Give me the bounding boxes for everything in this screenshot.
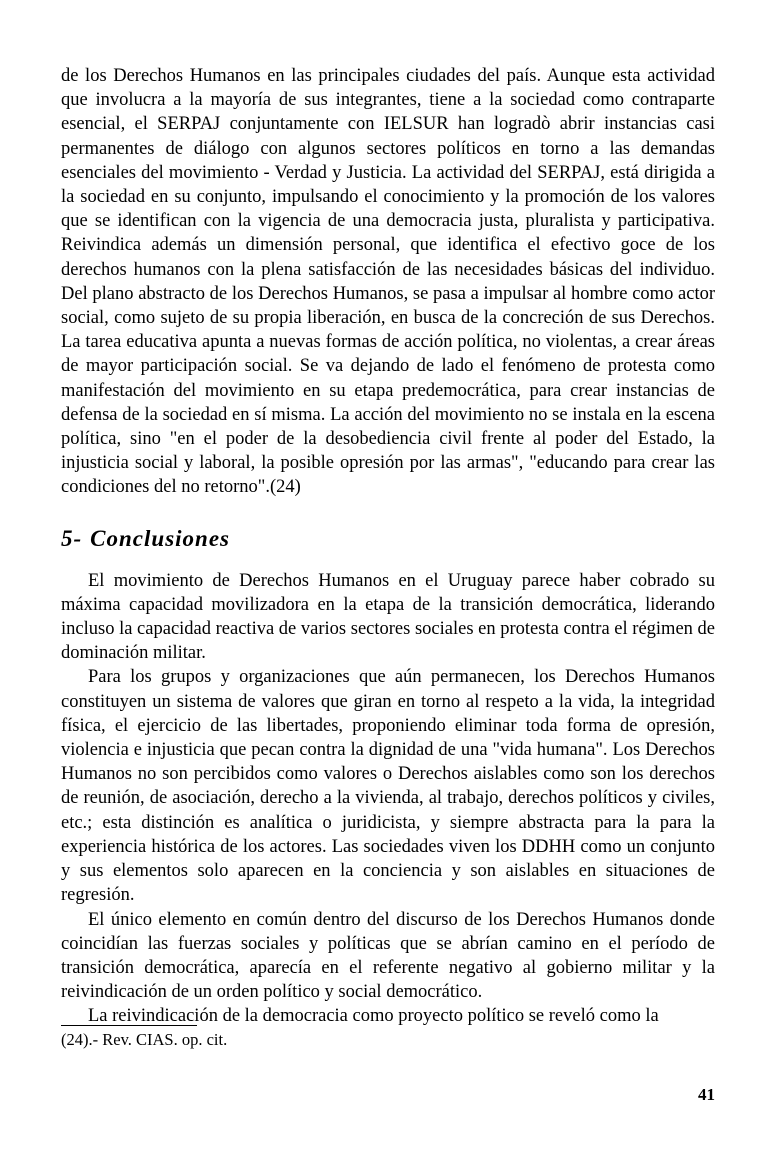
body-paragraph: El movimiento de Derechos Humanos en el Uruguay parece haber cobrado su máxima capacidad movilizadora en la etapa de la transición democrática, liderando incluso la capacidad reactiva de varios sectores sociales en protesta contra el régimen de dominación militar. xyxy=(61,570,715,664)
section-heading xyxy=(61,525,715,553)
body-paragraph: de los Derechos Humanos en las principales ciudades del país. Aunque esta actividad que involucra a la mayoría de sus integrantes, tiene a la sociedad como contraparte esencial, el SERPAJ conjuntamente con IELSUR han logradò abrir instancias casi permanentes de diálogo con algunos sectores políticos en torno a las demandas esenciales del movimiento - Verdad y Justicia. La actividad del SERPAJ, está dirigida a la sociedad en su conjunto, impulsando el conocimiento y la promoción de los valores que se identifican con la vigencia de una democracia justa, pluralista y participativa. Reivindica además un dimensión personal, que identifica el efectivo goce de los derechos humanos con la plena satisfacción de las necesidades básicas del individuo. Del plano abstracto de los Derechos Humanos, se pasa a impulsar al hombre como actor social, como sujeto de su propia liberación, en busca de la concreción de sus Derechos. La tarea educativa apunta a nuevas formas de acción política, no violentas, a crear áreas de mayor participación social. Se va dejando de lado el fenómeno de protesta como manifestación del movimiento en su etapa predemocrática, para crear instancias de defensa de la sociedad en sí misma. La acción del movimiento no se instala en la escena política, sino "en el poder de la desobediencia civil frente al poder del Estado, la injusticia social y laboral, la posible opresión por las armas", "educando para crear las condiciones del no retorno".(24) xyxy=(61,66,715,498)
page-number: 41 xyxy=(698,1085,715,1104)
footnote: (24).- Rev. CIAS. op. cit. xyxy=(61,1030,228,1049)
section-title: Conclusiones xyxy=(90,525,230,551)
footnote-divider xyxy=(61,1025,197,1026)
body-paragraph: El único elemento en común dentro del discurso de los Derechos Humanos donde coincidían las fuerzas sociales y políticas que se abrían camino en el período de transición democrática, aparecía en el referente negativo al gobierno militar y la reivindicación de un orden político y social democrático. xyxy=(61,909,715,1003)
body-paragraph: Para los grupos y organizaciones que aún permanecen, los Derechos Humanos constituyen un sistema de valores que giran en torno al respeto a la vida, la integridad física, el ejercicio de las libertades, proponiendo eliminar toda forma de opresión, violencia e injusticia que pecan contra la dignidad de una "vida humana". Los Derechos Humanos no son percibidos como valores o Derechos aislables como son los derechos de reunión, de asociación, derecho a la vivienda, al trabajo, derechos políticos y civiles, etc.; esta distinción es analítica o juridicista, y siempre abstracta para la para la experiencia histórica de los actores. Las sociedades viven los DDHH como un conjunto y sus elementos solo aparecen en la conciencia y son aislables en situaciones de regresión. xyxy=(61,667,715,906)
body-paragraph: La reivindicación de la democracia como proyecto político se reveló como la xyxy=(88,1006,659,1027)
section-number: 5- xyxy=(61,525,83,551)
page-body xyxy=(61,64,715,1029)
